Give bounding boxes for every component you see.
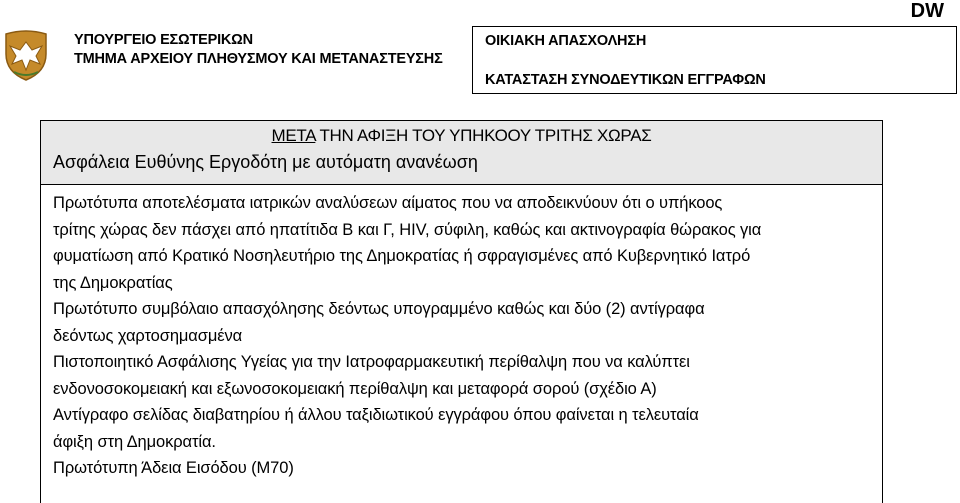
list-line: Πρωτότυπα αποτελέσματα ιατρικών αναλύσεων αίματος που να αποδεικνύουν ότι ο υπήκοος [53, 194, 723, 212]
form-header-box [472, 26, 957, 94]
section-title [41, 125, 882, 147]
header-row: Ασφάλεια Ευθύνης Εργοδότη με αυτόματη ανανέωση [53, 152, 478, 172]
list-line: τρίτης χώρας δεν πάσχει από ηπατίτιδα Β και Γ, HIV, σύφιλη, καθώς και ακτινογραφία θώρακος για [53, 220, 762, 239]
ministry-name [74, 31, 443, 69]
section-title-rest: ΤΗΝ ΑΦΙΞΗ ΤΟΥ ΥΠΗΚΟΟΥ ΤΡΙΤΗΣ ΧΩΡΑΣ [315, 126, 652, 145]
list-line: ενδονοσοκομειακή και εξωνοσοκομειακή περίθαλψη και μεταφορά σορού (σχέδιο Α) [53, 379, 657, 398]
ministry-line-1: ΥΠΟΥΡΓΕΙΟ ΕΣΩΤΕΡΙΚΩΝ [74, 32, 253, 48]
coat-of-arms-icon [2, 28, 50, 82]
list-line: άφιξη στη Δημοκρατία. [53, 432, 216, 451]
form-title: ΟΙΚΙΑΚΗ ΑΠΑΣΧΟΛΗΣΗ [485, 33, 647, 49]
table-header [41, 121, 882, 185]
form-subtitle: ΚΑΤΑΣΤΑΣΗ ΣΥΝΟΔΕΥΤΙΚΩΝ ΕΓΓΡΑΦΩΝ [485, 72, 766, 88]
document-code: DW [910, 0, 944, 22]
list-line: της Δημοκρατίας [53, 273, 173, 292]
list-line: φυματίωση από Κρατικό Νοσηλευτήριο της Δημοκρατίας ή σφραγισμένες από Κυβερνητικό Ιατρό [53, 247, 751, 265]
list-line: δεόντως χαρτοσημασμένα [53, 326, 243, 345]
requirements-list [53, 190, 873, 482]
list-line: Πρωτότυπο συμβόλαιο απασχόλησης δεόντως υπογραμμένο καθώς και δύο (2) αντίγραφα [53, 300, 705, 318]
section-title-underlined: ΜΕΤΑ [271, 126, 316, 145]
list-line: Αντίγραφο σελίδας διαβατηρίου ή άλλου ταξιδιωτικού εγγράφου όπου φαίνεται η τελευταία [53, 406, 699, 424]
ministry-line-2: ΤΜΗΜΑ ΑΡΧΕΙΟΥ ΠΛΗΘΥΣΜΟΥ ΚΑΙ ΜΕΤΑΝΑΣΤΕΥΣΗΣ [74, 51, 443, 67]
list-line: Πρωτότυπη Άδεια Εισόδου (Μ70) [53, 459, 294, 477]
documents-table [40, 120, 883, 503]
list-line: Πιστοποιητικό Ασφάλισης Υγείας για την Ιατροφαρμακευτική περίθαλψη που να καλύπτει [53, 353, 690, 371]
